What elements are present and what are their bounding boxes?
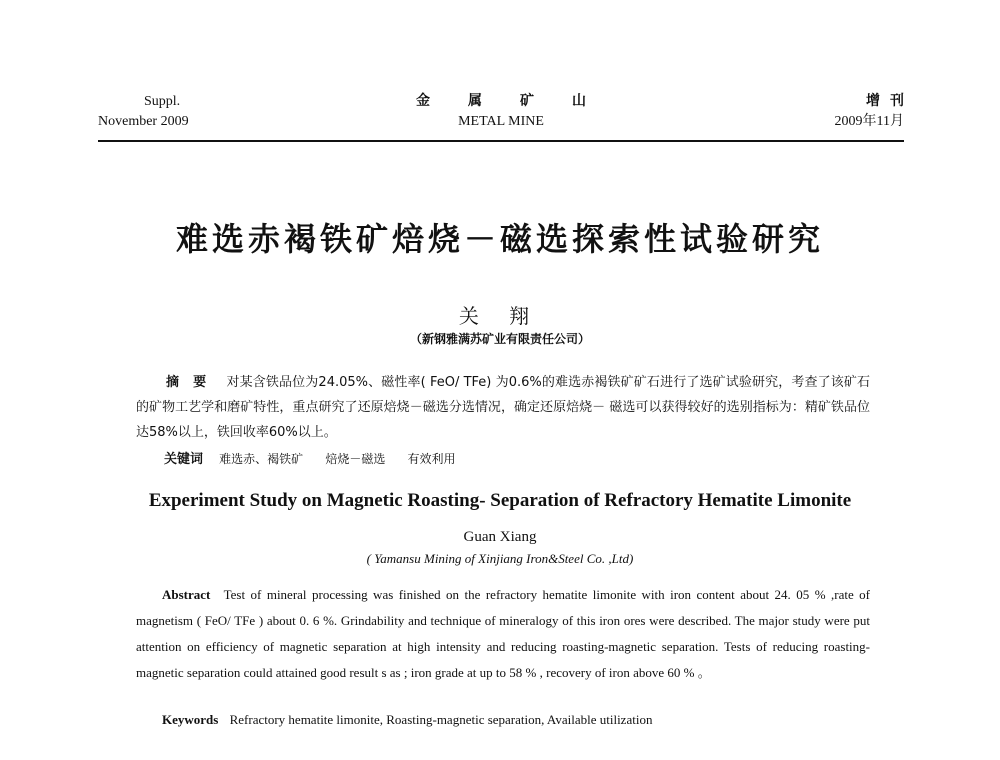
header-right (834, 92, 914, 132)
abstract-en (136, 582, 870, 686)
journal-name-cn: 金属矿山 (416, 94, 624, 109)
affiliation-en: ( Yamansu Mining of Xinjiang Iron&Steel Co. ,Ltd) (366, 551, 634, 566)
supplement-label: Suppl. (144, 94, 181, 109)
running-header (98, 92, 914, 138)
issue-date-cn: 2009年11月 (834, 114, 904, 129)
author-cn: 关 翔 (458, 304, 542, 328)
issue-date-en: November 2009 (98, 114, 189, 129)
abstract-en-text: Test of mineral processing was finished on the refractory hematite limonite with iron content about 24. 05 % ,rate of magnetism ( FeO/ TFe ) about 0. 6 %. Grindability and technique of mineralogy of this iron ores were described. The major study were put attention on efficiency of magnetic separation at high intensity and reducing roasting-magnetic separation. Tests of reducing roasting- magnetic separation could attained good result s as ; iron grade at up to 58 % , recovery of iron above 60 % 。 (136, 587, 871, 680)
affiliation-cn: （新钢雅满苏矿业有限责任公司） (409, 332, 590, 346)
keyword-cn-item: 有效利用 (407, 452, 456, 466)
journal-name-en: METAL MINE (458, 114, 544, 129)
supplement-label-cn: 增刊 (866, 94, 914, 109)
abstract-cn (136, 370, 870, 445)
keywords-cn (164, 448, 864, 467)
header-center (98, 92, 904, 132)
abstract-cn-label: 摘要 (166, 375, 221, 390)
paper-title-en: Experiment Study on Magnetic Roasting- Separation of Refractory Hematite Limonite (148, 490, 852, 511)
keywords-en (162, 712, 882, 728)
author-en: Guan Xiang (463, 529, 537, 545)
keyword-cn-item: 焙烧－磁选 (325, 452, 386, 466)
keywords-cn-label: 关键词 (164, 452, 204, 467)
keywords-en-text: Refractory hematite limonite, Roasting-magnetic separation, Available utilization (229, 712, 653, 727)
header-rule (98, 140, 904, 142)
keywords-en-label: Keywords (162, 712, 219, 727)
keyword-cn-item: 难选赤、褐铁矿 (219, 452, 304, 466)
paper-title-cn: 难选赤褐铁矿焙烧－磁选探索性试验研究 (175, 220, 824, 258)
abstract-cn-text: 对某含铁品位为24.05%、磁性率( FeO/ TFe) 为0.6%的难选赤褐铁矿矿石进行了选矿试验研究，考查了该矿石的矿物工艺学和磨矿特性，重点研究了还原焙烧－磁选分选情况，确定还原焙烧－ 磁选可以获得较好的选别指标为：精矿铁品位达58%以上，铁回收率60%以上。 (136, 375, 870, 440)
abstract-en-label: Abstract (162, 587, 211, 602)
